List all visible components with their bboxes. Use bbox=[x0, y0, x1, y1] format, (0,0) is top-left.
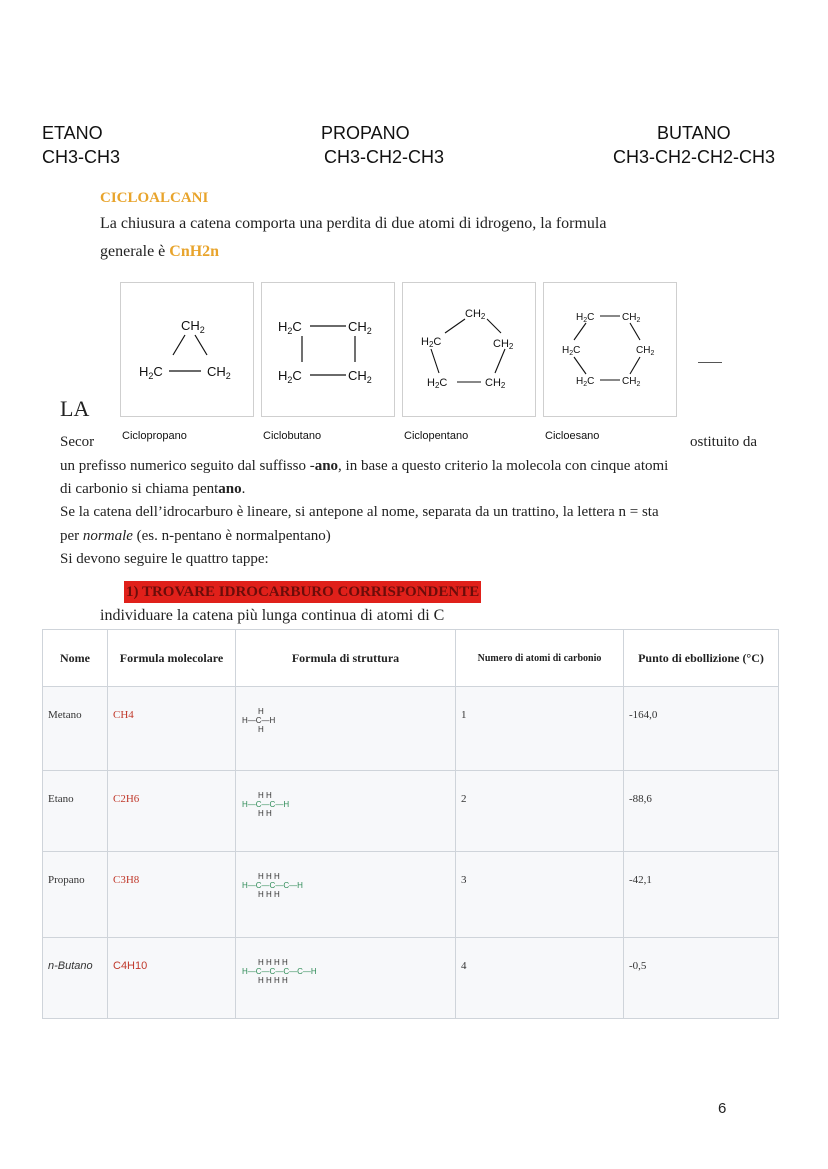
body-line6: Si devono seguire le quattro tappe: bbox=[60, 551, 269, 567]
caption-ciclobutano: Ciclobutano bbox=[263, 430, 322, 442]
header-numero-carbonio: Numero di atomi di carbonio bbox=[456, 630, 624, 687]
svg-text:H2C: $H_2C$ bbox=[278, 368, 302, 385]
header-formula-butano: CH3-CH2-CH2-CH3 bbox=[613, 147, 776, 167]
row-structure bbox=[236, 852, 455, 899]
svg-text:CH2: CH2 bbox=[465, 308, 486, 321]
body-line3 bbox=[60, 478, 245, 500]
struct-bot: H H H bbox=[258, 890, 280, 899]
body-line1-right: ostituito da bbox=[690, 434, 758, 450]
row-carbons: 2 bbox=[461, 793, 467, 805]
struct-mid: H—C—C—H bbox=[242, 800, 290, 809]
header-formula-etano: CH3-CH3 bbox=[42, 147, 121, 167]
struct-top: H bbox=[258, 707, 264, 716]
header-name-etano: ETANO bbox=[42, 123, 103, 143]
header-ebollizione: Punto di ebollizione (°C) bbox=[624, 630, 779, 687]
line2-a: un prefisso numerico seguito dal suffisso - bbox=[60, 458, 315, 474]
struct-bot: H H bbox=[258, 809, 272, 818]
body-line5 bbox=[60, 525, 331, 547]
row-formula: C4H10 bbox=[113, 960, 148, 972]
struct-top: H H bbox=[258, 791, 272, 800]
svg-text:H2C: H2C bbox=[421, 336, 442, 349]
table-row bbox=[43, 771, 779, 852]
line2-bold: ano bbox=[314, 458, 339, 474]
row-formula: C3H8 bbox=[113, 874, 140, 886]
svg-text:CH2: $CH_2$ bbox=[207, 364, 231, 381]
row-boiling: -0,5 bbox=[629, 960, 647, 972]
struct-mid: H—C—C—C—C—H bbox=[242, 967, 317, 976]
caption-ciclopentano: Ciclopentano bbox=[404, 430, 469, 442]
section-heading-fragment: LA bbox=[60, 396, 90, 421]
header-formula-struttura: Formula di struttura bbox=[236, 630, 456, 687]
struct-mid: H—C—C—C—H bbox=[242, 881, 303, 890]
caption-cicloesano: Cicloesano bbox=[545, 430, 600, 442]
svg-text:CH2: $CH_2$ bbox=[348, 368, 372, 385]
svg-text:H2C: $H_2C$ bbox=[278, 319, 302, 336]
body-line4: Se la catena dell’idrocarburo è lineare, si antepone al nome, separata da un trattino, la lettera n = sta bbox=[60, 504, 659, 520]
table-row bbox=[43, 852, 779, 938]
step-label-highlight: 1) TROVARE IDROCARBURO CORRISPONDENTE bbox=[124, 581, 481, 603]
header-formula-molecolare: Formula molecolare bbox=[108, 630, 236, 687]
line2-b: , in base a questo criterio la molecola con cinque atomi bbox=[338, 458, 669, 474]
svg-text:H2C: $H_2C$ bbox=[139, 364, 163, 381]
body-line2 bbox=[60, 455, 668, 477]
row-boiling: -42,1 bbox=[629, 874, 652, 886]
row-formula: CH4 bbox=[113, 709, 134, 721]
cicloalcani-line1: La chiusura a catena comporta una perdita di due atomi di idrogeno, la formula bbox=[100, 215, 607, 232]
table-row bbox=[43, 938, 779, 1019]
line5-b: (es. n-pentano è normalpentano) bbox=[132, 528, 331, 544]
table-header-row bbox=[43, 630, 779, 687]
line2-prefix: generale è bbox=[100, 243, 170, 260]
struct-mid: H—C—H bbox=[242, 716, 276, 725]
svg-text:CH2: CH2 bbox=[493, 338, 514, 351]
body-line1-left: Secor bbox=[60, 434, 95, 450]
header-name-butano: BUTANO bbox=[657, 123, 731, 143]
alkane-table bbox=[42, 629, 779, 1019]
row-formula: C2H6 bbox=[113, 793, 140, 805]
ring-card-cyclopropane bbox=[120, 282, 254, 417]
table-row bbox=[43, 687, 779, 771]
ring-card-cyclopentane bbox=[402, 282, 536, 417]
svg-text:H2C: $H_2C$ bbox=[576, 312, 595, 324]
svg-text:CH2: $CH_2$ bbox=[348, 319, 372, 336]
stray-dash bbox=[698, 362, 722, 363]
row-carbons: 1 bbox=[461, 709, 467, 721]
header-nome: Nome bbox=[43, 630, 108, 687]
page-number: 6 bbox=[718, 1100, 727, 1117]
struct-top: H H H H bbox=[258, 958, 288, 967]
line5-italic: normale bbox=[82, 528, 133, 544]
row-carbons: 4 bbox=[461, 960, 467, 972]
svg-text:CH2: $CH_2$ bbox=[636, 345, 655, 357]
header-formula-propano: CH3-CH2-CH3 bbox=[324, 147, 445, 167]
row-name: Propano bbox=[48, 874, 85, 886]
svg-text:CH2: $CH_2$ bbox=[622, 312, 641, 324]
row-structure bbox=[236, 687, 455, 734]
line3-bold: ano bbox=[218, 481, 242, 497]
header-name-propano: PROPANO bbox=[321, 123, 410, 143]
ring-card-cyclobutane bbox=[261, 282, 395, 417]
row-carbons: 3 bbox=[461, 874, 467, 886]
line5-a: per bbox=[60, 528, 83, 544]
svg-text:H2C: $H_2C$ bbox=[562, 345, 581, 357]
row-name: Metano bbox=[48, 709, 82, 721]
cicloalcani-line2 bbox=[100, 240, 219, 264]
struct-bot: H bbox=[258, 725, 264, 734]
line3-a: di carbonio si chiama pent bbox=[60, 481, 219, 497]
general-formula: CnH2n bbox=[169, 243, 220, 260]
svg-text:CH2: CH2 bbox=[485, 377, 506, 390]
ring-card-cyclohexane bbox=[543, 282, 677, 417]
step-description: individuare la catena più lunga continua di atomi di C bbox=[100, 607, 445, 624]
row-boiling: -88,6 bbox=[629, 793, 652, 805]
cicloalcani-title: CICLOALCANI bbox=[100, 190, 209, 206]
struct-bot: H H H H bbox=[258, 976, 288, 985]
row-structure bbox=[236, 771, 455, 818]
svg-text:H2C: $H_2C$ bbox=[576, 376, 595, 388]
svg-text:CH2: $CH_2$ bbox=[622, 376, 641, 388]
row-name: n-Butano bbox=[48, 960, 93, 972]
struct-top: H H H bbox=[258, 872, 280, 881]
svg-text:CH2: $CH_2$ bbox=[181, 318, 205, 335]
row-name: Etano bbox=[48, 793, 74, 805]
line3-b: . bbox=[241, 481, 246, 497]
caption-ciclopropano: Ciclopropano bbox=[122, 430, 187, 442]
row-structure bbox=[236, 938, 455, 985]
svg-text:H2C: H2C bbox=[427, 377, 448, 390]
row-boiling: -164,0 bbox=[629, 709, 658, 721]
